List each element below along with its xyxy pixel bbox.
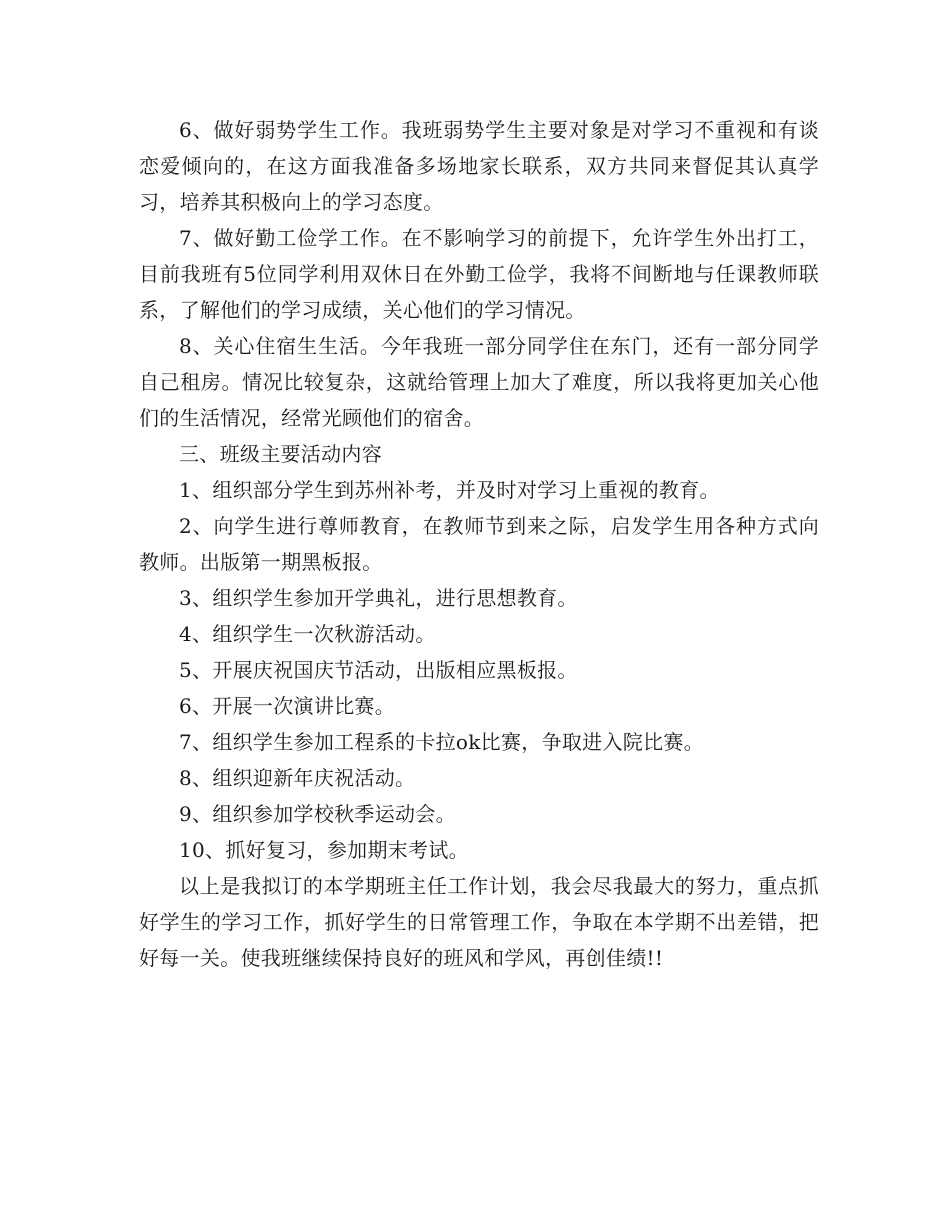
paragraph-boarding-students: 8、关心住宿生生活。今年我班一部分同学住在东门，还有一部分同学自己租房。情况比较复杂，这就给管理上加大了难度，所以我将更加关心他们的生活情况，经常光顾他们的宿舍。 — [139, 334, 819, 430]
document-body — [139, 112, 819, 976]
paragraph-work-study: 7、做好勤工俭学工作。在不影响学习的前提下，允许学生外出打工，目前我班有5位同学利用双休日在外勤工俭学，我将不间断地与任课教师联系，了解他们的学习成绩，关心他们的学习情况。 — [139, 226, 819, 322]
paragraph-weak-students: 6、做好弱势学生工作。我班弱势学生主要对象是对学习不重视和有谈恋爱倾向的，在这方面我准备多场地家长联系，双方共同来督促其认真学习，培养其积极向上的学习态度。 — [139, 118, 819, 214]
activity-item-9: 9、组织参加学校秋季运动会。 — [179, 802, 456, 826]
activity-item-6: 6、开展一次演讲比赛。 — [179, 694, 396, 718]
activity-item-8: 8、组织迎新年庆祝活动。 — [179, 766, 416, 790]
activity-item-7: 7、组织学生参加工程系的卡拉ok比赛，争取进入院比赛。 — [179, 730, 704, 754]
paragraph-conclusion: 以上是我拟订的本学期班主任工作计划，我会尽我最大的努力，重点抓好学生的学习工作，抓好学生的日常管理工作，争取在本学期不出差错，把好每一关。使我班继续保持良好的班风和学风，再创佳绩!! — [139, 874, 819, 970]
activity-item-2: 2、向学生进行尊师教育，在教师节到来之际，启发学生用各种方式向教师。出版第一期黑板报。 — [139, 514, 819, 574]
activity-item-1: 1、组织部分学生到苏州补考，并及时对学习上重视的教育。 — [179, 478, 720, 502]
section-heading-activities: 三、班级主要活动内容 — [179, 442, 382, 466]
activity-item-5: 5、开展庆祝国庆节活动，出版相应黑板报。 — [179, 658, 578, 682]
activity-item-10: 10、抓好复习，参加期末考试。 — [179, 838, 469, 862]
activity-item-4: 4、组织学生一次秋游活动。 — [179, 622, 436, 646]
activity-item-3: 3、组织学生参加开学典礼，进行思想教育。 — [179, 586, 578, 610]
